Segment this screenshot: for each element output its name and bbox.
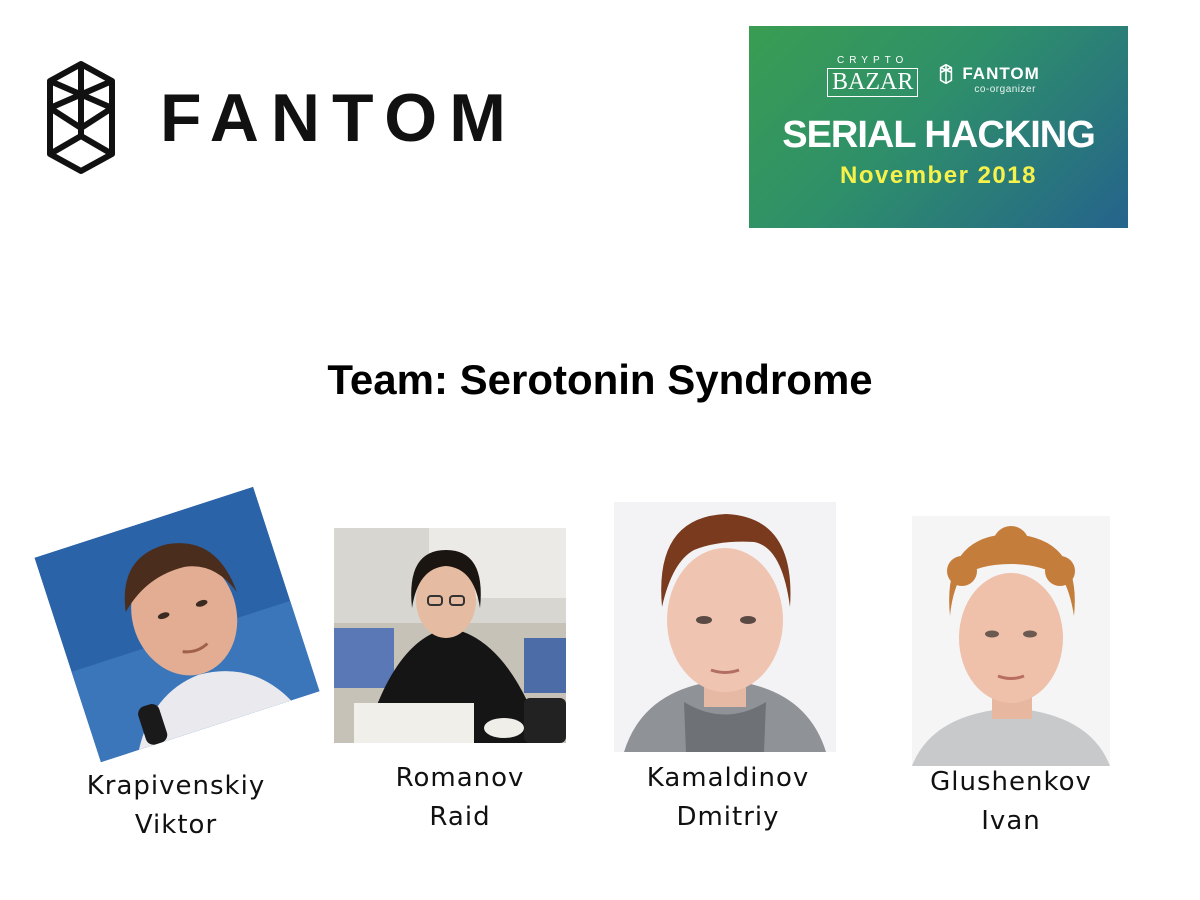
member-surname: Kamaldinov	[646, 763, 810, 793]
fantom-logo-text: FANTOM	[160, 79, 518, 156]
member-photo-image	[34, 487, 319, 763]
fantom-logo	[46, 60, 518, 175]
member-given-name: Ivan	[981, 806, 1041, 836]
team-title: Team: Serotonin Syndrome	[327, 356, 873, 403]
crypto-bazar-logo	[827, 56, 918, 97]
member-photo-image	[334, 528, 566, 743]
member-photo	[912, 516, 1110, 766]
banner-date: November 2018	[840, 162, 1037, 189]
banner-fantom-label: FANTOM	[962, 64, 1040, 83]
member-given-name: Dmitriy	[676, 802, 780, 832]
coorganizer-label: co-organizer	[974, 84, 1036, 95]
member-surname: Glushenkov	[930, 767, 1092, 797]
banner-organizers	[827, 56, 1040, 97]
serial-hacking-banner	[749, 26, 1128, 228]
fantom-coorganizer	[938, 64, 1039, 95]
member-photo	[614, 502, 836, 752]
crypto-label: CRYPTO	[837, 55, 909, 66]
member-name	[608, 759, 848, 837]
member-given-name: Viktor	[134, 810, 218, 840]
fantom-hexagon-icon	[46, 60, 116, 175]
member-surname: Krapivenskiy	[86, 771, 266, 801]
member-photo-image	[912, 516, 1110, 766]
member-name	[56, 767, 296, 845]
member-photo	[334, 528, 566, 743]
member-name	[891, 763, 1131, 841]
banner-title: SERIAL HACKING	[782, 114, 1095, 156]
member-photo	[34, 487, 319, 763]
bazar-label: BAZAR	[827, 68, 918, 97]
member-photo-image	[614, 502, 836, 752]
member-name	[340, 759, 580, 837]
member-surname: Romanov	[395, 763, 525, 793]
member-given-name: Raid	[429, 802, 491, 832]
fantom-small-icon	[938, 64, 954, 84]
